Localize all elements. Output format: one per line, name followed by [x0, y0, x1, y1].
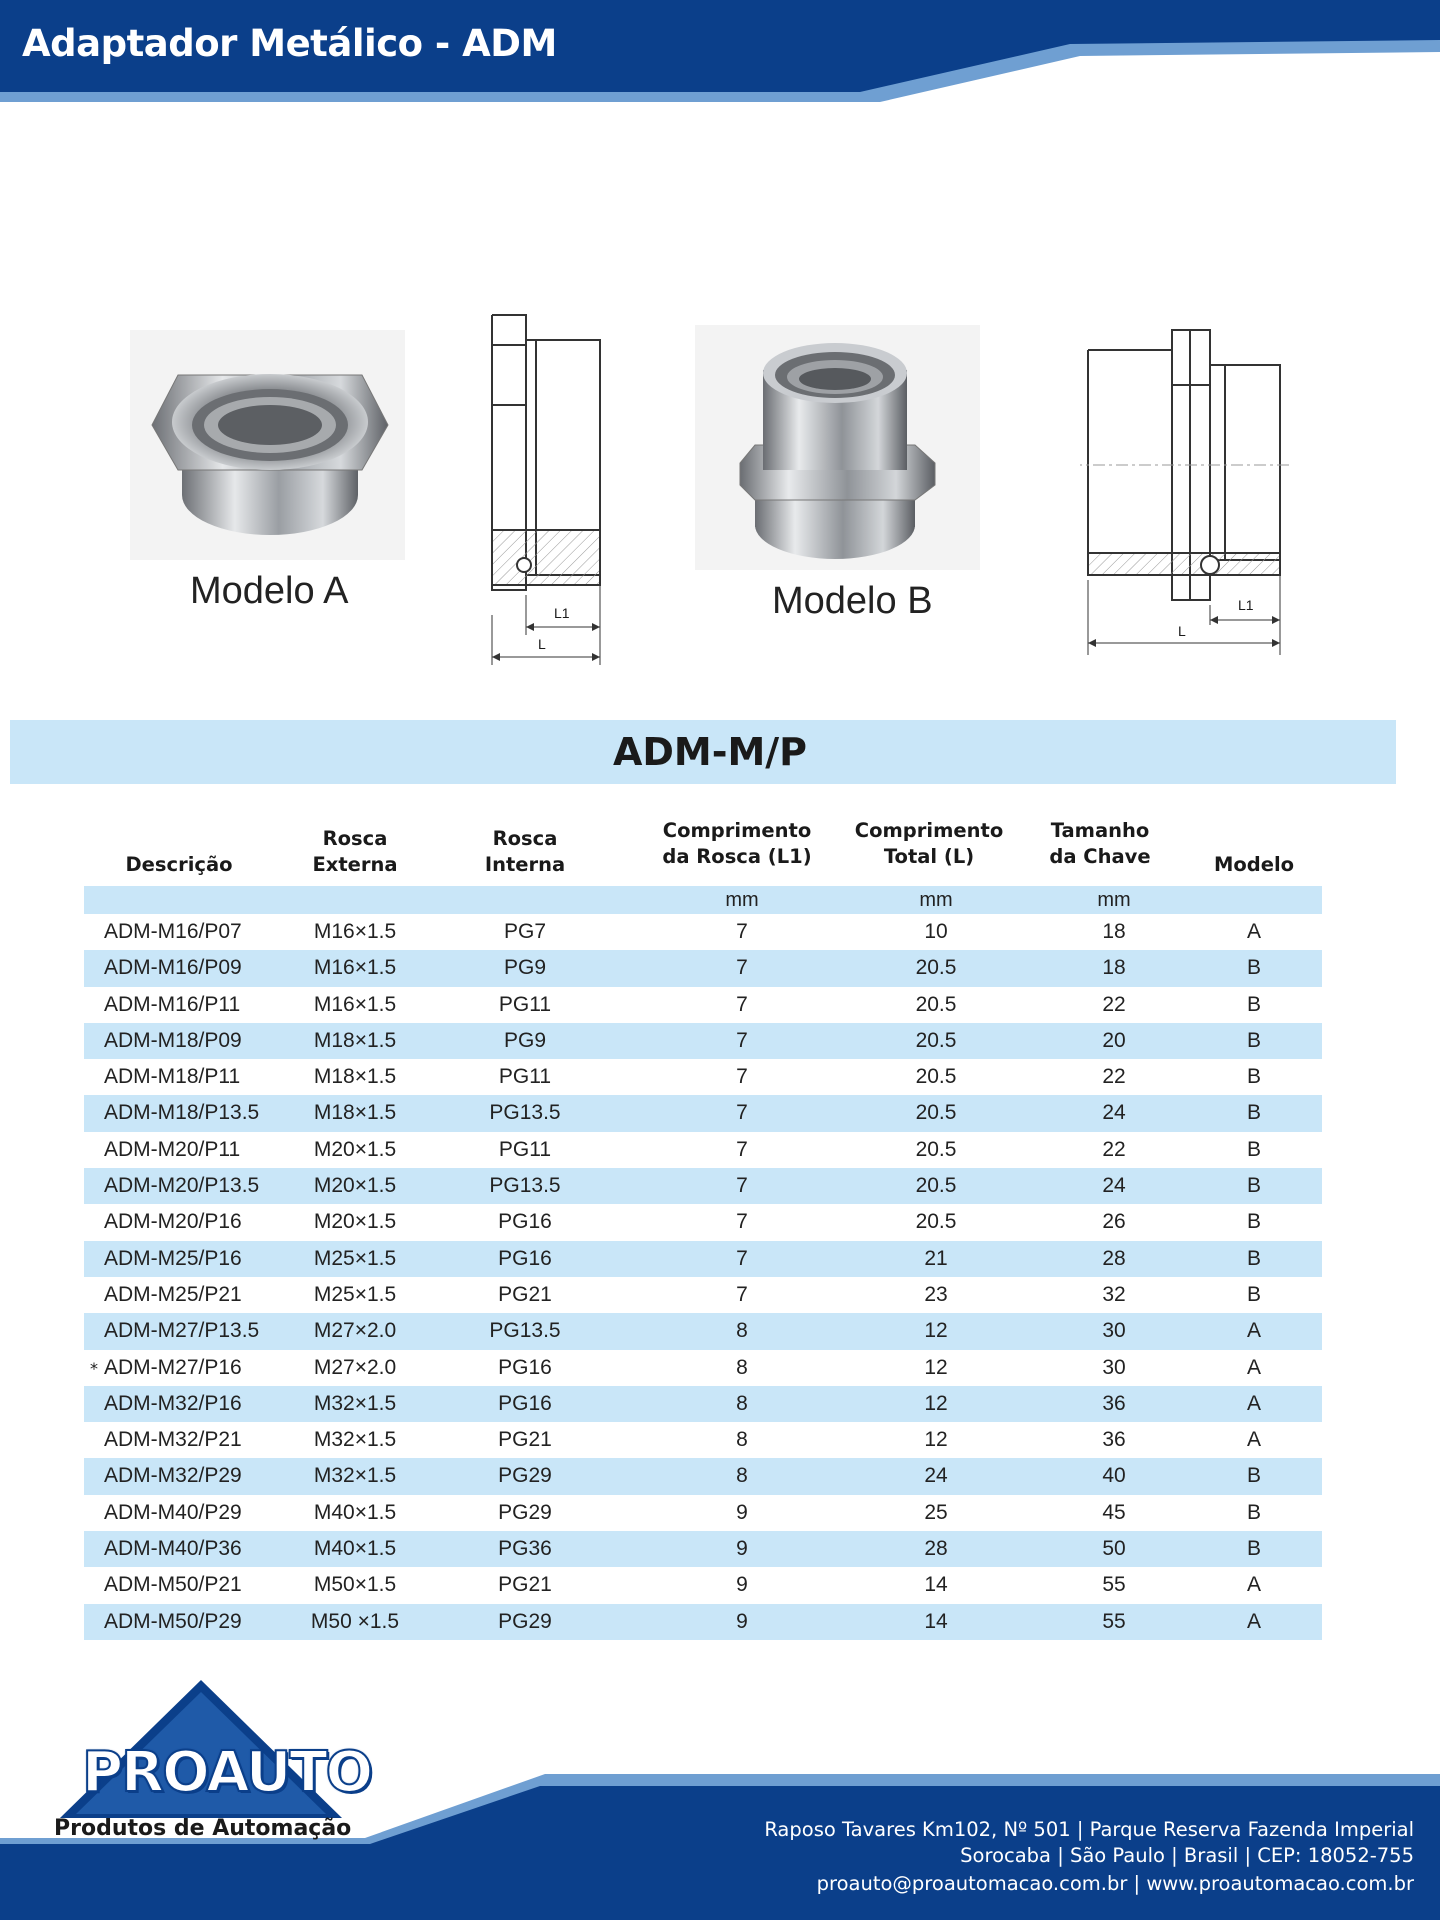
- header-comp-rosca: Comprimento da Rosca (L1): [662, 819, 812, 868]
- table-row: [84, 1386, 1322, 1422]
- cell-descricao: ADM-M50/P21: [104, 1573, 242, 1597]
- cell-rosca-externa: M16×1.5: [313, 956, 397, 980]
- cell-chave: 24: [1102, 1101, 1126, 1125]
- section-title: ADM-M/P: [612, 730, 808, 774]
- cell-rosca-externa: M16×1.5: [313, 920, 397, 943]
- cell-chave: 18: [1102, 920, 1126, 943]
- cell-comp-total: 20.5: [915, 1137, 957, 1161]
- cell-descricao: ADM-M16/P09: [104, 956, 242, 980]
- cell-descricao: ADM-M40/P29: [104, 1500, 242, 1524]
- cell-rosca-externa: M18×1.5: [313, 1101, 397, 1125]
- cell-comp-rosca: 7: [736, 1174, 748, 1198]
- cell-comp-total: 20.5: [915, 992, 957, 1016]
- cell-comp-total: 20.5: [915, 1028, 957, 1052]
- cell-comp-total: 14: [924, 1609, 948, 1633]
- cell-rosca-externa: M20×1.5: [313, 1137, 397, 1161]
- table-row: [84, 1604, 1322, 1640]
- cell-rosca-externa: M25×1.5: [313, 1246, 397, 1270]
- footer-address-2: Sorocaba | São Paulo | Brasil | CEP: 18052-755: [960, 1844, 1414, 1867]
- cell-chave: 55: [1102, 1609, 1126, 1633]
- cell-modelo: B: [1246, 992, 1261, 1016]
- cell-comp-total: 12: [924, 1319, 948, 1343]
- model-b-drawing: [1080, 325, 1290, 655]
- cell-chave: 36: [1102, 1428, 1126, 1452]
- cell-chave: 26: [1102, 1210, 1126, 1234]
- table-row: [84, 1495, 1322, 1531]
- cell-chave: 50: [1102, 1537, 1126, 1561]
- cell-rosca-interna: PG29: [498, 1609, 552, 1633]
- cell-comp-total: 23: [924, 1282, 948, 1306]
- l1-label-a: L1: [554, 605, 570, 621]
- cell-modelo: B: [1246, 1500, 1261, 1524]
- cell-rosca-externa: M16×1.5: [313, 992, 397, 1016]
- cell-comp-rosca: 9: [736, 1500, 748, 1524]
- cell-modelo: A: [1246, 1319, 1261, 1343]
- cell-rosca-externa: M18×1.5: [313, 1028, 397, 1052]
- table-row: [84, 1023, 1322, 1059]
- cell-comp-rosca: 7: [736, 956, 748, 980]
- cell-rosca-externa: M50 ×1.5: [310, 1609, 400, 1633]
- header-chave: Tamanho da Chave: [1049, 819, 1151, 868]
- model-a-photo: [130, 330, 405, 560]
- model-a-drawing: [480, 305, 610, 665]
- page-title: Adaptador Metálico - ADM: [22, 22, 557, 65]
- cell-rosca-interna: PG21: [498, 1573, 552, 1597]
- cell-chave: 18: [1102, 956, 1126, 980]
- cell-comp-total: 20.5: [915, 956, 957, 980]
- table-row: [84, 1313, 1322, 1349]
- cell-comp-total: 20.5: [915, 1101, 957, 1125]
- cell-comp-rosca: 7: [736, 992, 748, 1016]
- model-a-label: Modelo A: [190, 570, 349, 612]
- table-row: [84, 1422, 1322, 1458]
- model-b-label: Modelo B: [772, 580, 933, 622]
- cell-comp-total: 12: [924, 1391, 948, 1415]
- cell-rosca-interna: PG29: [498, 1500, 552, 1524]
- table-row: [84, 1168, 1322, 1204]
- cell-rosca-interna: PG13.5: [489, 1319, 561, 1343]
- cell-rosca-interna: PG13.5: [489, 1174, 561, 1198]
- cell-descricao: ADM-M32/P21: [104, 1428, 242, 1452]
- header-comp-total: Comprimento Total (L): [854, 819, 1004, 868]
- cell-comp-total: 21: [924, 1246, 948, 1270]
- cell-chave: 22: [1102, 1137, 1126, 1161]
- cell-comp-total: 25: [924, 1500, 948, 1524]
- cell-rosca-externa: M20×1.5: [313, 1174, 397, 1198]
- cell-rosca-interna: PG16: [498, 1355, 552, 1379]
- cell-modelo: A: [1246, 1428, 1261, 1452]
- cell-rosca-externa: M50×1.5: [313, 1573, 397, 1597]
- table-row: [84, 1132, 1322, 1168]
- footer-contact: proauto@proautomacao.com.br | www.proautomacao.com.br: [816, 1872, 1414, 1895]
- cell-chave: 20: [1102, 1028, 1126, 1052]
- l-label-b: L: [1178, 623, 1186, 639]
- header-rosca-externa: Rosca Externa: [312, 827, 398, 876]
- cell-modelo: A: [1246, 1609, 1261, 1633]
- cell-comp-total: 12: [924, 1428, 948, 1452]
- cell-comp-total: 20.5: [915, 1174, 957, 1198]
- cell-rosca-interna: PG16: [498, 1391, 552, 1415]
- brand-subtitle: Produtos de Automação: [54, 1816, 352, 1841]
- cell-chave: 22: [1102, 1065, 1126, 1089]
- cell-modelo: A: [1246, 1573, 1261, 1597]
- cell-descricao: ADM-M40/P36: [104, 1537, 242, 1561]
- l1-label-b: L1: [1238, 597, 1254, 613]
- spec-table: [84, 810, 1322, 1640]
- cell-descricao: ADM-M25/P16: [104, 1246, 242, 1270]
- cell-chave: 30: [1102, 1319, 1126, 1343]
- cell-modelo: B: [1246, 1246, 1261, 1270]
- cell-modelo: B: [1246, 1101, 1261, 1125]
- cell-descricao: ADM-M25/P21: [104, 1282, 242, 1306]
- cell-descricao: ADM-M20/P16: [104, 1210, 242, 1234]
- cell-comp-rosca: 8: [736, 1464, 748, 1488]
- cell-descricao: ADM-M16/P11: [104, 992, 241, 1016]
- cell-descricao: ADM-M27/P16: [104, 1355, 242, 1379]
- star-marker: *: [90, 1358, 98, 1378]
- unit-chave: mm: [1097, 889, 1131, 911]
- cell-rosca-externa: M27×2.0: [313, 1319, 397, 1343]
- table-row: [84, 1241, 1322, 1277]
- table-header: [84, 810, 1322, 878]
- model-b-photo: [695, 325, 980, 570]
- cell-modelo: B: [1246, 1065, 1261, 1089]
- cell-rosca-interna: PG21: [498, 1428, 552, 1452]
- cell-comp-rosca: 8: [736, 1428, 748, 1452]
- cell-modelo: B: [1246, 956, 1261, 980]
- cell-comp-rosca: 9: [736, 1573, 748, 1597]
- cell-rosca-externa: M32×1.5: [313, 1464, 397, 1488]
- cell-rosca-interna: PG11: [498, 1065, 552, 1089]
- cell-modelo: B: [1246, 1028, 1261, 1052]
- cell-modelo: B: [1246, 1464, 1261, 1488]
- cell-comp-rosca: 7: [736, 1028, 748, 1052]
- cell-comp-rosca: 8: [736, 1355, 748, 1379]
- cell-comp-total: 10: [924, 920, 948, 943]
- cell-chave: 55: [1102, 1573, 1126, 1597]
- header-modelo: Modelo: [1213, 853, 1295, 876]
- cell-comp-total: 20.5: [915, 1210, 957, 1234]
- cell-modelo: B: [1246, 1174, 1261, 1198]
- units-row: [84, 886, 1322, 914]
- cell-descricao: ADM-M50/P29: [104, 1609, 242, 1633]
- cell-chave: 40: [1102, 1464, 1126, 1488]
- brand-name: PROAUTO: [82, 1740, 372, 1805]
- l-label-a: L: [538, 636, 546, 652]
- cell-descricao: ADM-M20/P11: [104, 1137, 241, 1161]
- cell-modelo: B: [1246, 1210, 1261, 1234]
- cell-chave: 28: [1102, 1246, 1126, 1270]
- table-row: [84, 950, 1322, 986]
- cell-comp-rosca: 7: [736, 1137, 748, 1161]
- cell-rosca-externa: M20×1.5: [313, 1210, 397, 1234]
- cell-modelo: B: [1246, 1282, 1261, 1306]
- table-row: [84, 1350, 1322, 1386]
- header-descricao: Descrição: [125, 853, 233, 876]
- cell-chave: 45: [1102, 1500, 1126, 1524]
- header-banner: [0, 0, 1440, 104]
- cell-comp-total: 20.5: [915, 1065, 957, 1089]
- cell-rosca-externa: M32×1.5: [313, 1428, 397, 1452]
- cell-rosca-externa: M27×2.0: [313, 1355, 397, 1379]
- cell-rosca-externa: M32×1.5: [313, 1391, 397, 1415]
- cell-descricao: ADM-M18/P09: [104, 1028, 242, 1052]
- cell-comp-total: 24: [924, 1464, 948, 1488]
- table-row: [84, 1458, 1322, 1494]
- cell-rosca-interna: PG29: [498, 1464, 552, 1488]
- footer-address-1: Raposo Tavares Km102, Nº 501 | Parque Reserva Fazenda Imperial: [764, 1818, 1414, 1841]
- cell-comp-rosca: 7: [736, 1101, 748, 1125]
- table-row: [84, 1531, 1322, 1567]
- cell-rosca-interna: PG16: [498, 1246, 552, 1270]
- cell-descricao: ADM-M27/P13.5: [104, 1319, 260, 1343]
- cell-descricao: ADM-M32/P16: [104, 1391, 242, 1415]
- cell-rosca-externa: M25×1.5: [313, 1282, 397, 1306]
- cell-modelo: A: [1246, 920, 1261, 943]
- cell-comp-rosca: 7: [736, 1065, 748, 1089]
- cell-descricao: ADM-M32/P29: [104, 1464, 242, 1488]
- cell-descricao: ADM-M18/P13.5: [104, 1101, 260, 1125]
- cell-comp-total: 12: [924, 1355, 948, 1379]
- cell-comp-rosca: 7: [736, 920, 748, 943]
- table-row: [84, 1095, 1322, 1131]
- table-row: [84, 1059, 1322, 1095]
- cell-rosca-interna: PG21: [498, 1282, 552, 1306]
- table-row: [84, 1277, 1322, 1313]
- header-rosca-interna: Rosca Interna: [484, 827, 566, 876]
- cell-chave: 32: [1102, 1282, 1126, 1306]
- table-row: [84, 1204, 1322, 1240]
- cell-comp-total: 14: [924, 1573, 948, 1597]
- unit-comp-total: mm: [919, 889, 953, 911]
- cell-descricao: ADM-M20/P13.5: [104, 1174, 260, 1198]
- cell-descricao: ADM-M18/P11: [104, 1065, 241, 1089]
- cell-comp-rosca: 8: [736, 1391, 748, 1415]
- cell-rosca-interna: PG9: [503, 1028, 547, 1052]
- cell-comp-rosca: 9: [736, 1537, 748, 1561]
- cell-rosca-interna: PG11: [498, 992, 552, 1016]
- cell-chave: 22: [1102, 992, 1126, 1016]
- cell-modelo: B: [1246, 1537, 1261, 1561]
- table-row: [84, 914, 1322, 950]
- cell-chave: 36: [1102, 1391, 1126, 1415]
- cell-rosca-interna: PG9: [503, 956, 547, 980]
- cell-chave: 30: [1102, 1355, 1126, 1379]
- table-row: [84, 987, 1322, 1023]
- unit-comp-rosca: mm: [725, 889, 759, 911]
- cell-comp-rosca: 7: [736, 1246, 748, 1270]
- cell-comp-rosca: 9: [736, 1609, 748, 1633]
- cell-rosca-interna: PG36: [498, 1537, 552, 1561]
- cell-chave: 24: [1102, 1174, 1126, 1198]
- cell-rosca-externa: M40×1.5: [313, 1537, 397, 1561]
- cell-comp-rosca: 8: [736, 1319, 748, 1343]
- table-body: [84, 914, 1322, 1640]
- table-row: [84, 1567, 1322, 1603]
- cell-modelo: B: [1246, 1137, 1261, 1161]
- cell-rosca-interna: PG16: [498, 1210, 552, 1234]
- cell-rosca-interna: PG11: [498, 1137, 552, 1161]
- cell-rosca-externa: M18×1.5: [313, 1065, 397, 1089]
- cell-rosca-interna: PG7: [503, 920, 547, 943]
- cell-rosca-interna: PG13.5: [489, 1101, 561, 1125]
- cell-comp-rosca: 7: [736, 1210, 748, 1234]
- cell-modelo: A: [1246, 1355, 1261, 1379]
- cell-modelo: A: [1246, 1391, 1261, 1415]
- cell-comp-total: 28: [924, 1537, 948, 1561]
- cell-comp-rosca: 7: [736, 1282, 748, 1306]
- cell-rosca-externa: M40×1.5: [313, 1500, 397, 1524]
- cell-descricao: ADM-M16/P07: [104, 920, 242, 943]
